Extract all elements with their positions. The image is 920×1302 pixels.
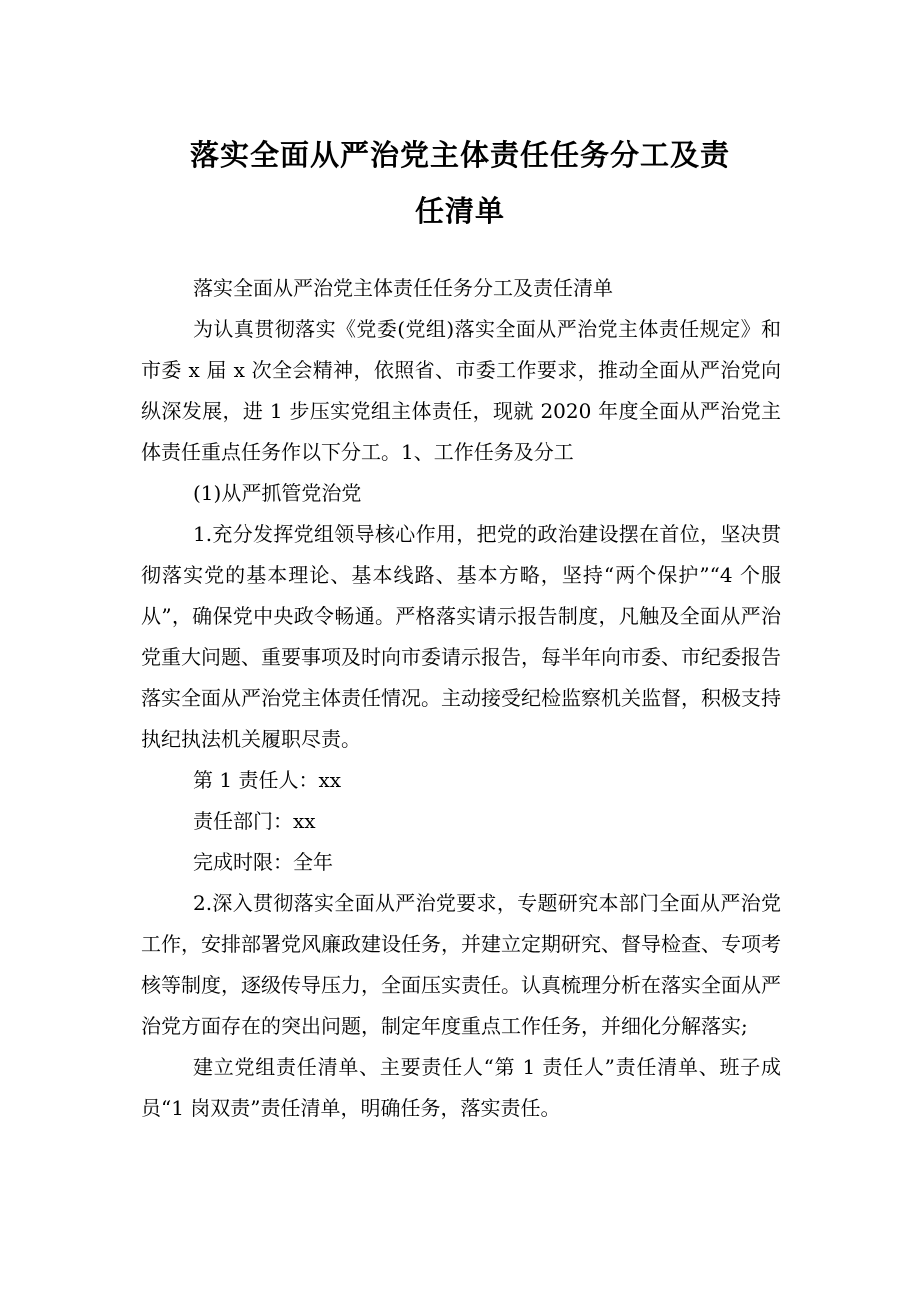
paragraph-task-2: 2.深入贯彻落实全面从严治党要求，专题研究本部门全面从严治党工作，安排部署党风廉政建设任务，并建立定期研究、督导检查、专项考核等制度，逐级传导压力，全面压实责任。认真梳理分析在落实全面从严治党方面存在的突出问题，制定年度重点工作任务，并细化分解落实; (141, 891, 781, 1038)
section-heading: (1)从严抓管党治党 (193, 481, 362, 505)
document-title (140, 127, 780, 239)
title-line-1: 落实全面从严治党主体责任任务分工及责 (189, 138, 730, 173)
paragraph-responsibility-list: 建立党组责任清单、主要责任人“第 1 责任人”责任清单、班子成员“1 岗双责”责任清单，明确任务，落实责任。 (141, 1055, 781, 1120)
paragraph-task-1: 1.充分发挥党组领导核心作用，把党的政治建设摆在首位，坚决贯彻落实党的基本理论、基本线路、基本方略，坚持“两个保护”“4 个服从”，确保党中央政令畅通。严格落实请示报告制度，凡触及全面从严治党重大问题、重要事项及时向市委请示报告，每半年向市委、市纪委报告落实全面从严治党主体责任情况。主动接受纪检监察机关监督，积极支持执纪执法机关履职尽责。 (141, 522, 781, 751)
responsible-department: 责任部门：xx (193, 809, 316, 833)
paragraph-subtitle: 落实全面从严治党主体责任任务分工及责任清单 (193, 276, 613, 300)
responsible-person: 第 1 责任人：xx (193, 768, 341, 792)
title-line-2: 任清单 (414, 194, 505, 229)
paragraph-intro: 为认真贯彻落实《党委(党组)落实全面从严治党主体责任规定》和市委 x 届 x 次全会精神，依照省、市委工作要求，推动全面从严治党向纵深发展，进 1 步压实党组主体责任，现就 2020 年度全面从严治党主体责任重点任务作以下分工。1、工作任务及分工 (141, 317, 781, 464)
deadline: 完成时限：全年 (193, 850, 333, 874)
document-body (141, 268, 781, 1129)
